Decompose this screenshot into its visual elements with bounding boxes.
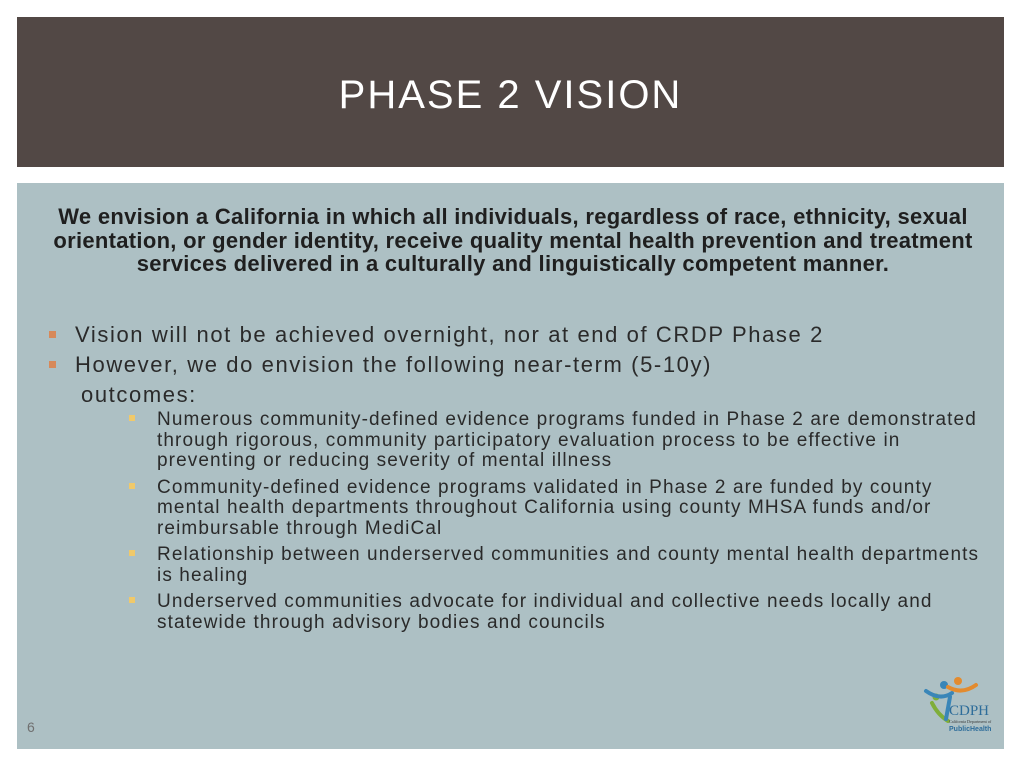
cdph-logo xyxy=(922,675,994,741)
sub-bullet-item xyxy=(129,545,992,586)
sub-bullet-item xyxy=(129,410,992,472)
bullet-text-continuation: outcomes: xyxy=(81,382,197,407)
sub-bullet-text: Numerous community-defined evidence programs funded in Phase 2 are demonstrated through rigorous, community participatory evaluation process to be effective in preventing or reducing severity of mental illness xyxy=(157,409,977,471)
sub-bullet-text: Community-defined evidence programs validated in Phase 2 are funded by county mental health departments throughout California using county MHSA funds and/or reimbursable through MediCal xyxy=(157,476,933,539)
bullet-list xyxy=(47,320,992,639)
logo-abbrev: CDPH xyxy=(949,703,990,719)
slide-title: PHASE 2 VISION xyxy=(338,73,683,117)
sub-bullet-list xyxy=(47,410,992,633)
bullet-text: Vision will not be achieved overnight, nor at end of CRDP Phase 2 xyxy=(75,322,824,347)
logo-line2: PublicHealth xyxy=(949,726,992,733)
logo-line1: California Department of xyxy=(949,719,992,724)
sub-bullet-item xyxy=(129,478,992,540)
square-bullet-icon xyxy=(129,550,135,556)
square-bullet-icon xyxy=(49,331,56,338)
content-panel xyxy=(17,183,1004,749)
square-bullet-icon xyxy=(129,597,135,603)
square-bullet-icon xyxy=(129,415,135,421)
sub-bullet-item xyxy=(129,592,992,633)
page-number: 6 xyxy=(27,719,35,735)
bullet-item xyxy=(47,320,992,350)
bullet-item xyxy=(47,350,992,410)
vision-statement: We envision a California in which all individuals, regardless of race, ethnicity, sexual orientation, or gender identity, receive quality mental health prevention and treatment services delivered in a culturally and linguistically competent manner. xyxy=(53,204,973,276)
bullet-text: However, we do envision the following near-term (5-10y) xyxy=(75,352,713,377)
title-band xyxy=(17,17,1004,167)
square-bullet-icon xyxy=(49,361,56,368)
square-bullet-icon xyxy=(129,483,135,489)
sub-bullet-text: Relationship between underserved communities and county mental health departments is healing xyxy=(157,544,980,586)
sub-bullet-text: Underserved communities advocate for individual and collective needs locally and statewide through advisory bodies and councils xyxy=(157,591,933,633)
